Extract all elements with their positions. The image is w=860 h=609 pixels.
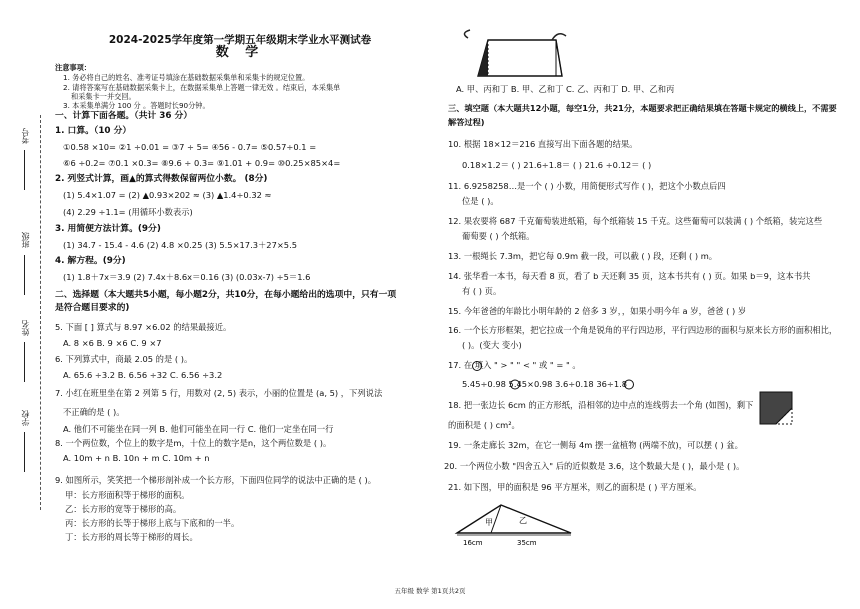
question-line: 18. 把一张边长 6cm 的正方形纸，沿相邻的边中点的连线剪去一个角 (如图)，剩下	[448, 400, 754, 410]
section-heading: 一、计算下面各题。（共计 36 分）	[55, 111, 193, 121]
question-line: 葡萄要 ( ) 个纸箱。	[462, 231, 535, 241]
note-line: 1. 务必将自己的姓名、准考证号填涂在基础数据采集单和采集卡的规定位置。	[63, 73, 310, 82]
statement-line: 甲：长方形面积等于梯形的面积。	[65, 490, 190, 500]
figure-label-yi: 乙	[519, 516, 527, 525]
figure-label-jia: 甲	[485, 518, 493, 527]
question-line: 13. 一根绳长 7.3m，把它每 0.9m 截一段，可以截 ( ) 段，还剩 ( ) m。	[448, 251, 718, 261]
question-line: 8. 一个两位数，个位上的数字是m，十位上的数字是n，这个两位数是 ( )。	[55, 438, 332, 448]
question-line: ⑥6 ÷0.2= ⑦0.1 ×0.3= ⑧9.6 ÷ 0.3= ⑨1.01 + 0.9= ⑩0.25×85×4=	[63, 158, 341, 168]
seal-line	[40, 115, 41, 510]
question-line: 15. 今年爸爸的年龄比小明年龄的 2 倍多 3 岁，，如果小明今年 a 岁，爸爸 ( ) 岁	[448, 306, 747, 316]
circle-blank-icon	[509, 379, 521, 391]
note-line: 3. 本采集单满分 100 分 。答题时长90分钟。	[63, 101, 210, 110]
question-line: 7. 小红在班里坐在第 2 列第 5 行，用数对 (2, 5) 表示，小丽的位置是 (a, 5) ，下列说法	[55, 388, 383, 398]
option-line: A. 甲、丙和丁 B. 甲、乙和丁 C. 乙、丙和丁 D. 甲、乙和丙	[456, 84, 675, 94]
question-heading: 4. 解方程。(9分)	[55, 256, 126, 266]
question-line: 5. 下面 [ ] 算式与 8.97 ×6.02 的结果最接近。	[55, 322, 232, 332]
trapezoid-figure	[458, 28, 568, 83]
question-line: (1) 1.8＋7x＝3.9 (2) 7.4x＋8.6x＝0.16 (3) (0.03x-7) ÷5＝1.6	[63, 272, 311, 282]
question-line: 10. 根据 18×12＝216 直接写出下面各题的结果。	[448, 139, 638, 149]
question-line: (1) 34.7 - 15.4 - 4.6 (2) 4.8 ×0.25 (3) 5.5×17.3＋27×5.5	[63, 240, 298, 250]
question-line: 12. 果农要将 687 千克葡萄装进纸箱，每个纸箱装 15 千克。这些葡萄可以装满 ( ) 个纸箱，装完这些	[448, 216, 823, 226]
question-line: 11. 6.9258258…是一个 ( ) 小数，用简便形式写作 ( )，把这个小数点后四	[448, 181, 726, 191]
statement-line: 丁：长方形的周长等于梯形的周长。	[65, 532, 198, 542]
school-label: 学校	[21, 410, 30, 426]
triangle-figure	[453, 495, 578, 547]
question-line: 17. 在 填入 " > " " < " 或 " = " 。	[448, 360, 581, 370]
name-label: 姓名	[21, 320, 30, 336]
circle-blank-icon	[471, 360, 483, 372]
option-line: A. 10m + n B. 10n + m C. 10m + n	[63, 453, 210, 463]
option-line: A. 他们不可能坐在同一列 B. 他们可能坐在同一行 C. 他们一定坐在同一行	[63, 424, 334, 434]
section-heading: 解答过程)	[448, 117, 485, 127]
figure-base-2: 35cm	[517, 539, 537, 547]
question-line: 0.18×1.2＝ ( ) 21.6÷1.8＝ ( ) 21.6 ÷0.12＝ ( )	[462, 160, 652, 170]
question-line: (1) 5.4×1.07 = (2) ▲0.93×202 ≈ (3) ▲1.4÷0.32 ≈	[63, 190, 272, 200]
section-heading: 是符合题目要求的)	[55, 303, 130, 313]
square-cut-corner-figure	[758, 390, 794, 426]
question-line: 的面积是 ( ) cm²。	[448, 420, 520, 430]
section-heading: 三、填空题（本大题共12小题，每空1分，共21分，本题要求把正确结果填在答题卡规定的横线上，不需要	[448, 103, 837, 113]
question-line: 有 ( ) 页。	[462, 286, 502, 296]
option-line: A. 65.6 ÷3.2 B. 6.56 ÷32 C. 6.56 ÷3.2	[63, 370, 223, 380]
question-line: ( )。(变大 变小)	[462, 340, 522, 350]
figure-base-1: 16cm	[463, 539, 483, 547]
statement-line: 丙：长方形的长等于梯形上底与下底和的一半。	[65, 518, 240, 528]
notes-heading: 注意事项：	[55, 63, 91, 72]
note-line: 和采集卡一并交回。	[71, 92, 136, 101]
question-heading: 3. 用简便方法计算。(9分)	[55, 224, 161, 234]
statement-line: 乙：长方形的宽等于梯形的高。	[65, 504, 182, 514]
question-line: 9. 如图所示，笑笑把一个梯形剖补成一个长方形，下面四位同学的说法中正确的是 ( )。	[55, 475, 376, 485]
question-line: 不正确的是 ( )。	[63, 407, 125, 417]
compare-line: 5.45÷0.98 5.45×0.98 3.6÷0.18 36÷1.8	[462, 379, 628, 389]
note-line: 2. 请将答案写在基础数据采集卡上，在数据采集单上答题一律无效 。结束后，本采集单	[63, 83, 341, 92]
question-line: 14. 张华看一本书，每天看 8 页，看了 b 天还剩 35 页，这本书共有 ( ) 页。如果 b＝9，这本书共	[448, 271, 811, 281]
circle-blank-icon	[623, 379, 635, 391]
question-line: 位是 ( )。	[462, 196, 499, 206]
question-line: (4) 2.29 ÷1.1= (用循环小数表示)	[63, 207, 193, 217]
binding-strip	[8, 110, 48, 510]
question-line: 6. 下列算式中，商最 2.05 的是 ( )。	[55, 354, 193, 364]
question-line: 21. 如下图，甲的面积是 96 平方厘米，则乙的面积是 ( ) 平方厘米。	[448, 482, 702, 492]
option-line: A. 8 ×6 B. 9 ×6 C. 9 ×7	[63, 338, 162, 348]
class-label: 班级	[21, 232, 30, 248]
exam-number-label: 考号	[21, 128, 30, 144]
question-heading: 1. 口算。（10 分）	[55, 126, 132, 136]
subject-title: 数 学	[215, 45, 265, 60]
question-line: ①0.58 ×10= ②1 ÷0.01 = ③7 ÷ 5= ④56 - 0.7= ⑤0.57÷0.1 =	[63, 142, 317, 152]
question-line: 20. 一个两位小数 "四舍五入" 后的近似数是 3.6，这个数最大是 ( )，最小是 ( )。	[444, 461, 745, 471]
page-footer: 五年级 数学 第1页共2页	[394, 587, 466, 595]
page-title: 2024-2025学年度第一学期五年级期末学业水平测试卷	[108, 34, 372, 46]
question-line: 19. 一条走廊长 32m，在它一侧每 4m 摆一盆植物 (两端不放)，可以摆 ( ) 盆。	[448, 440, 743, 450]
section-heading: 二、选择题（本大题共5小题，每小题2分，共10分，在每小题给出的选项中，只有一项	[55, 290, 397, 300]
question-line: 16. 一个长方形框架，把它拉成一个角是锐角的平行四边形，平行四边形的面积与原来长方形的面积相比，	[448, 325, 838, 335]
question-heading: 2. 列竖式计算，画▲的算式得数保留两位小数。 (8分)	[55, 174, 268, 184]
